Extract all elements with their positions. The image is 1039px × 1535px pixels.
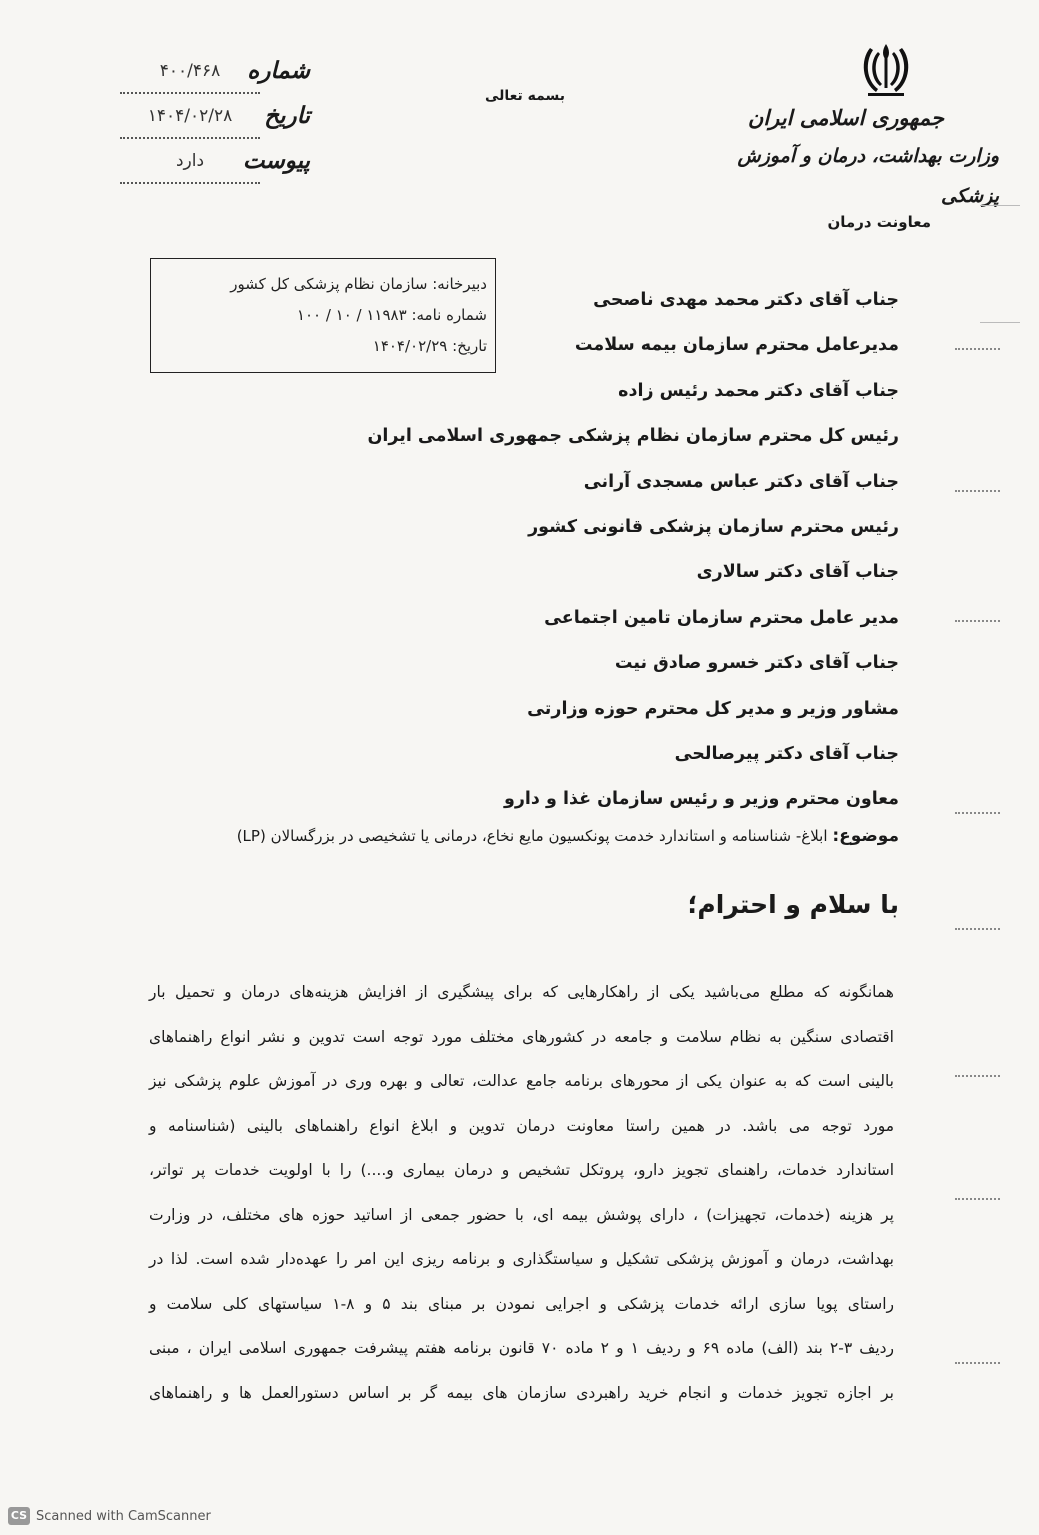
letter-meta	[120, 55, 310, 190]
margin-mark	[955, 1362, 1000, 1364]
meta-date-value: ۱۴۰۴/۰۲/۲۸	[147, 106, 233, 126]
meta-date-label: تاریخ	[264, 102, 310, 129]
letter-body	[149, 970, 894, 1415]
stamp-letter-number: شماره نامه: ۱۱۹۸۳ / ۱۰ / ۱۰۰	[296, 306, 487, 324]
margin-mark	[955, 348, 1000, 350]
republic-name: جمهوری اسلامی ایران	[747, 105, 944, 130]
margin-mark	[955, 1075, 1000, 1077]
recipient-line: جناب آقای دکتر خسرو صادق نیت	[614, 653, 899, 674]
recipient-line: معاون محترم وزیر و رئیس سازمان غذا و دارو	[503, 789, 899, 810]
meta-dotted-line	[120, 182, 260, 184]
margin-mark	[955, 620, 1000, 622]
body-line: راستای پویا سازی ارائه خدمات پزشکی و اجرایی نمودن بر مبنای بند ۵ و ۸-۱ سیاستهای کلی سلامت و	[149, 1294, 895, 1313]
meta-number-value: ۴۰۰/۴۶۸	[159, 61, 221, 81]
recipients-list	[179, 282, 899, 827]
recipient-line: مدیرعامل محترم سازمان بیمه سلامت	[574, 335, 899, 356]
meta-dotted-line	[120, 92, 260, 94]
body-line: استاندارد خدمات، راهنمای تجویز دارو، پروتکل تشخیص و درمان بیماری و....) را با اولویت خدمات پر تواتر،	[149, 1161, 894, 1179]
recipient-line: جناب آقای دکتر پیرصالحی	[674, 743, 899, 764]
stamp-secretariat: دبیرخانه: سازمان نظام پزشکی کل کشور	[230, 275, 487, 293]
recipient-line: رئیس کل محترم سازمان نظام پزشکی جمهوری اسلامی ایران	[367, 426, 899, 447]
margin-mark	[980, 205, 1020, 206]
body-line: همانگونه که مطلع می‌باشید یکی از راهکارهایی که برای پیشگیری از افزایش هزینه‌های درمان و تحمیل بار	[149, 983, 894, 1001]
subject-text: ابلاغ- شناسنامه و استاندارد خدمت پونکسیون مایع نخاع، درمانی یا تشخیصی در بزرگسالان (LP)	[236, 827, 828, 845]
greeting: با سلام و احترام؛	[687, 890, 899, 919]
meta-attachment-row	[120, 145, 310, 190]
body-line: بهداشت، درمان و آموزش پزشکی تشکیل و سیاستگذاری و برنامه ریزی این امر را عهده‌دار شده است. لذا در	[149, 1250, 894, 1268]
body-line: بالینی است که به عنوان یکی از محورهای برنامه جامع عدالت، تعالی و بهره وری در آموزش علوم پزشکی نیز	[149, 1072, 894, 1090]
meta-number-label: شماره	[247, 57, 310, 84]
scanner-text: Scanned with CamScanner	[36, 1508, 211, 1524]
body-line: اقتصادی سنگین به نظام سلامت و جامعه در کشورهای مختلف مورد توجه است تدوین و نشر انواع راهنماهای	[149, 1027, 894, 1046]
margin-mark	[955, 928, 1000, 930]
margin-mark	[980, 322, 1020, 323]
meta-number-row	[120, 55, 310, 100]
recipient-line: رئیس محترم سازمان پزشکی قانونی کشور	[528, 516, 899, 537]
recipient-line: مشاور وزیر و مدیر کل محترم حوزه وزارتی	[527, 698, 899, 719]
margin-mark	[955, 490, 1000, 492]
body-line: ردیف ۳-۲ بند (الف) ماده ۶۹ و ردیف ۱ و ۲ ماده ۷۰ قانون برنامه هفتم پیشرفت جمهوری اسلامی ایران ، مبنی	[149, 1339, 895, 1357]
meta-attachment-label: پیوست	[242, 147, 310, 174]
subject-label: موضوع:	[832, 826, 899, 846]
meta-dotted-line	[120, 137, 260, 139]
basmala: بسمه تعالی	[484, 88, 566, 104]
ministry-heading	[679, 100, 999, 216]
meta-date-row	[120, 100, 310, 145]
ministry-name: وزارت بهداشت، درمان و آموزش پزشکی	[737, 145, 999, 207]
recipient-line: جناب آقای دکتر عباس مسجدی آرانی	[583, 471, 899, 492]
subject-line	[159, 826, 899, 846]
stamp-date: تاریخ: ۱۴۰۴/۰۲/۲۹	[372, 337, 487, 355]
recipient-line: مدیر عامل محترم سازمان تامین اجتماعی	[544, 607, 899, 628]
deputy-name: معاونت درمان	[827, 213, 931, 231]
margin-mark	[955, 812, 1000, 814]
body-line: مورد توجه می باشد. در همین راستا معاونت درمان تدوین و ابلاغ انواع راهنماهای بالینی (شناسنامه و	[149, 1116, 894, 1135]
body-line: بر اجازه تجویز خدمات و انجام خرید راهبردی سازمان های بیمه گر بر اساس دستورالعمل ها و راهنماهای	[149, 1383, 894, 1402]
iran-emblem-icon	[856, 40, 916, 100]
scanner-watermark	[8, 1507, 211, 1525]
recipient-line: جناب آقای دکتر سالاری	[696, 562, 899, 583]
meta-attachment-value: دارد	[175, 151, 205, 171]
camscanner-logo: CS	[8, 1507, 30, 1525]
body-line: پر هزینه (خدمات، تجهیزات) ، دارای پوشش بیمه ای، با حضور جمعی از اساتید حوزه های مختلف، در وزارت	[149, 1205, 894, 1224]
recipient-line: جناب آقای دکتر محمد رئیس زاده	[618, 380, 899, 401]
recipient-line: جناب آقای دکتر محمد مهدی ناصحی	[593, 290, 899, 310]
margin-mark	[955, 1198, 1000, 1200]
